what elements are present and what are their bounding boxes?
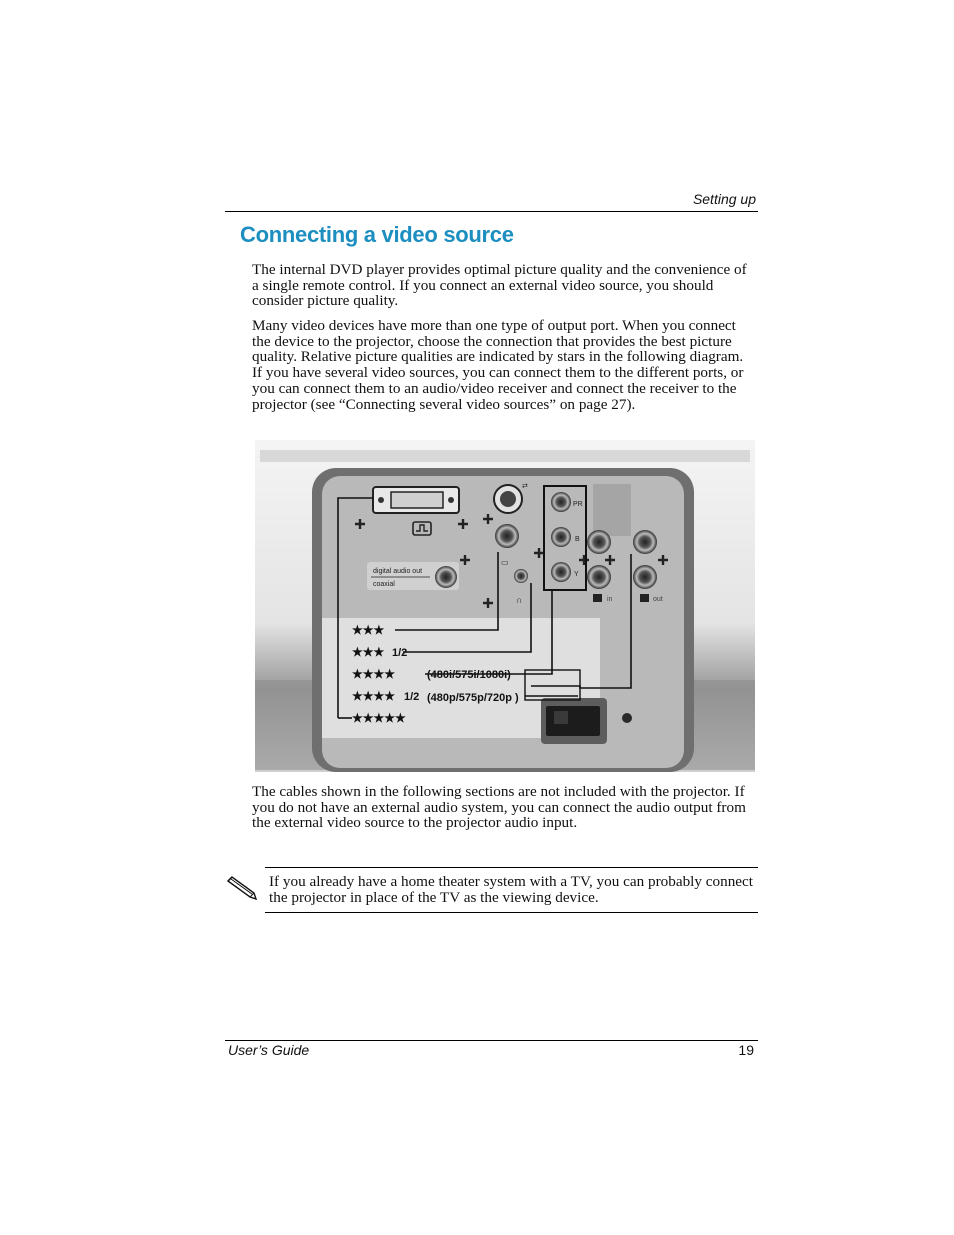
rating-5-stars: ★★★★★	[352, 711, 406, 725]
pb-label: B	[575, 536, 580, 543]
rating-3-half-suffix: 1/2	[392, 647, 408, 659]
camera-icon: ▭	[501, 558, 509, 567]
section-title: Connecting a video source	[240, 222, 514, 247]
footer-rule	[225, 1040, 758, 1041]
rating-4-half-stars: ★★★★	[352, 689, 396, 703]
panel-diagram	[255, 440, 755, 772]
panel-recess	[593, 484, 631, 536]
s-video-socket	[500, 491, 516, 507]
headphone-jack[interactable]	[514, 569, 528, 583]
pb-jack[interactable]	[551, 527, 571, 547]
s-video-icon: ⇄	[522, 483, 528, 490]
note-text: If you already have a home theater system with a TV, you can probably connect the projector in place of the TV as the viewing device.	[269, 873, 754, 906]
audio-in-right-jack[interactable]	[587, 530, 611, 554]
composite-video-jack[interactable]	[495, 524, 519, 548]
footer-guide-title: User’s Guide	[228, 1042, 310, 1058]
pr-jack[interactable]	[551, 492, 571, 512]
dvi-socket	[391, 492, 443, 508]
page-number: 19	[738, 1042, 754, 1058]
rating-3-half-stars: ★★★	[352, 645, 385, 659]
power-socket-pin	[554, 711, 568, 724]
y-label: Y	[574, 571, 579, 578]
pr-label: PR	[573, 501, 583, 508]
pencil-note-icon	[224, 873, 260, 903]
audio-out-icon	[640, 594, 649, 602]
audio-out-right-jack[interactable]	[633, 530, 657, 554]
audio-in-left-jack[interactable]	[587, 565, 611, 589]
coaxial-jack[interactable]	[435, 566, 457, 588]
rating-4-half-note: (480p/575p/720p )	[427, 692, 519, 704]
digital-audio-label: digital audio out	[373, 568, 423, 575]
panel-screw	[622, 713, 632, 723]
ports-paragraph: Many video devices have more than one type of output port. When you connect the device to the projector, choose the connection that provides the best picture quality. Relative picture qualities are indicated by stars in the following diagram. If you have several video sources, you can connect them to the different ports, or you can connect them to an audio/video receiver and connect the receiver to the projector (see “Connecting several video sources” on page 27).	[252, 317, 744, 413]
audio-in-icon	[593, 594, 602, 602]
y-jack[interactable]	[551, 562, 571, 582]
rating-4-half-suffix: 1/2	[404, 691, 420, 703]
running-head: Setting up	[692, 191, 756, 207]
rating-3-stars: ★★★	[352, 623, 385, 637]
dvi-screw-left	[378, 497, 384, 503]
housing-top-edge	[260, 450, 750, 462]
rating-4-stars: ★★★★	[352, 667, 396, 681]
rating-4-note: (480i/575i/1080i)	[427, 669, 511, 681]
audio-out-label: out	[653, 596, 663, 603]
pencil-icon-graphic	[224, 873, 260, 903]
header-rule	[225, 211, 758, 212]
audio-out-left-jack[interactable]	[633, 565, 657, 589]
note-bottom-rule	[265, 912, 758, 913]
projector-panel-figure	[255, 440, 755, 772]
coaxial-label: coaxial	[373, 581, 395, 588]
audio-in-label: in	[607, 596, 613, 603]
intro-paragraph: The internal DVD player provides optimal picture quality and the convenience of a single remote control. If you connect an external video source, you should consider picture quality.	[252, 261, 747, 310]
cables-paragraph: The cables shown in the following sections are not included with the projector. If you do not have an external audio system, you can connect the audio output from the external video source to the projector audio input.	[252, 783, 746, 832]
headphone-icon: ∩	[516, 595, 523, 605]
dvi-screw-right	[448, 497, 454, 503]
note-top-rule	[265, 867, 758, 868]
